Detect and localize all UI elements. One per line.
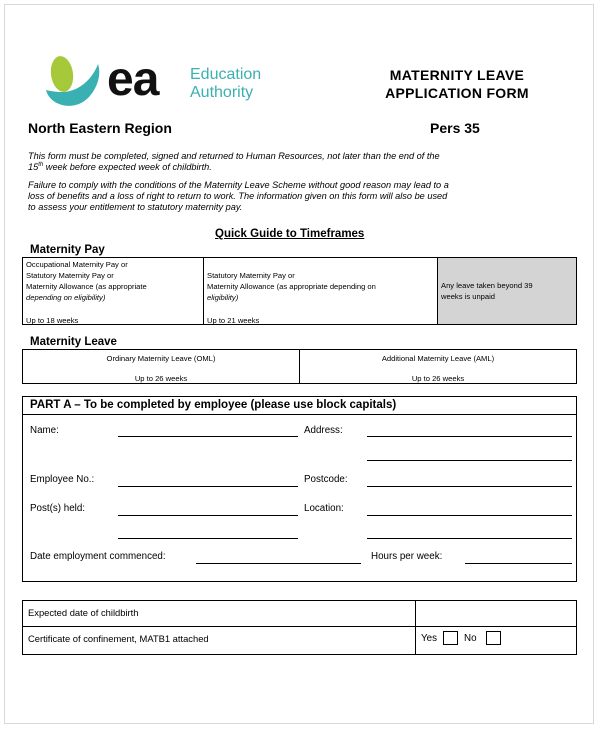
yes-checkbox[interactable] (443, 631, 458, 645)
aml-title: Additional Maternity Leave (AML) (381, 354, 495, 363)
region-heading: North Eastern Region (28, 120, 172, 136)
pay-option-text: eligibility) (207, 293, 239, 302)
postcode-field[interactable] (367, 486, 572, 487)
no-label: No (464, 633, 477, 644)
intro-paragraph-1 (28, 151, 573, 173)
logo-line-authority: Authority (190, 84, 254, 101)
expected-childbirth-field[interactable] (416, 601, 576, 625)
pay-cell-unpaid (438, 258, 576, 324)
posts-held-field-line-2[interactable] (118, 538, 298, 539)
oml-period: Up to 26 weeks (134, 374, 188, 383)
hours-per-week-field[interactable] (465, 563, 572, 564)
pay-option-text: Maternity Allowance (as appropriate depending on (207, 282, 376, 291)
pay-cell-up-to-18 (23, 258, 203, 304)
date-commenced-label: Date employment commenced: (30, 551, 166, 562)
pay-option-text: Maternity Allowance (as appropriate (26, 282, 147, 291)
intro-text-2-line1: Failure to comply with the conditions of the Maternity Leave Scheme without good reason may lead to a (28, 180, 449, 190)
date-commenced-field[interactable] (196, 563, 361, 564)
posts-held-field-line-1[interactable] (118, 515, 298, 516)
maternity-pay-heading: Maternity Pay (30, 244, 105, 256)
postcode-label: Postcode: (304, 474, 348, 485)
address-label: Address: (304, 425, 343, 436)
certificate-label: Certificate of confinement, MATB1 attached (28, 633, 209, 644)
logo-organisation-name (190, 66, 261, 102)
intro-week-number: 15 (28, 162, 39, 172)
pay-unpaid-text: weeks is unpaid (441, 292, 496, 301)
intro-text-1b: week before expected week of childbirth. (43, 162, 212, 172)
maternity-leave-heading: Maternity Leave (30, 336, 117, 348)
intro-paragraph-2 (28, 180, 573, 213)
pay-option-text: Occupational Maternity Pay or (26, 260, 128, 269)
form-title (360, 66, 554, 102)
location-field-line-1[interactable] (367, 515, 572, 516)
name-field[interactable] (118, 436, 298, 437)
expected-childbirth-label: Expected date of childbirth (28, 607, 139, 618)
quick-guide-title: Quick Guide to Timeframes (215, 228, 365, 240)
employee-no-field[interactable] (118, 486, 298, 487)
pay-period-21: Up to 21 weeks (207, 316, 260, 325)
pay-option-text: Statutory Maternity Pay or (207, 271, 295, 280)
posts-held-label: Post(s) held: (30, 503, 85, 514)
yes-label: Yes (421, 633, 437, 644)
pay-period-18: Up to 18 weeks (26, 316, 79, 325)
pay-unpaid-text: Any leave taken beyond 39 (441, 281, 533, 290)
form-code: Pers 35 (430, 120, 480, 136)
intro-text-1a: This form must be completed, signed and returned to Human Resources, not later than the end of the (28, 151, 440, 161)
part-a-title: PART A – To be completed by employee (please use block capitals) (30, 399, 397, 411)
employee-no-label: Employee No.: (30, 474, 95, 485)
education-authority-logo-icon (40, 54, 104, 110)
aml-period: Up to 26 weeks (411, 374, 465, 383)
maternity-leave-table (22, 349, 577, 384)
intro-week-suffix: th (38, 161, 44, 168)
oml-title: Ordinary Maternity Leave (OML) (106, 354, 216, 363)
logo-line-education: Education (190, 66, 262, 83)
pay-option-text: Statutory Maternity Pay or (26, 271, 114, 280)
location-field-line-2[interactable] (367, 538, 572, 539)
maternity-pay-table (22, 257, 577, 325)
address-field-line-2[interactable] (367, 460, 572, 461)
address-field-line-1[interactable] (367, 436, 572, 437)
form-title-line1: MATERNITY LEAVE (389, 67, 525, 83)
name-label: Name: (30, 425, 59, 436)
logo-ea-wordmark: ea (107, 53, 159, 106)
pay-option-text: depending on eligibility) (26, 293, 106, 302)
intro-text-2-line3: to assess your entitlement to statutory maternity pay. (28, 202, 243, 212)
intro-text-2-line2: loss of benefits and a loss of right to return to work. The information given on this form will also be used (28, 191, 448, 201)
form-title-line2: APPLICATION FORM (385, 85, 529, 101)
location-label: Location: (304, 503, 344, 514)
no-checkbox[interactable] (486, 631, 501, 645)
hours-per-week-label: Hours per week: (371, 551, 443, 562)
pay-cell-up-to-21 (204, 269, 436, 304)
